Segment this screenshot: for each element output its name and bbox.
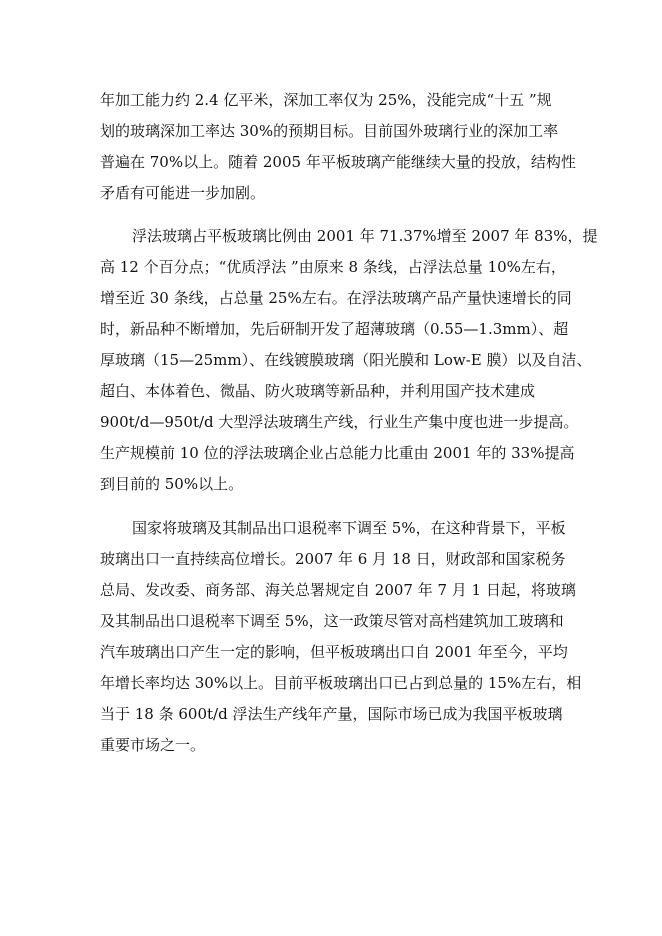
- text-line: 及其制品出口退税率下调至 5%，这一政策尽管对高档建筑加工玻璃和: [100, 612, 564, 630]
- text-line: 增至近 30 条线，占总量 25%左右。在浮法玻璃产品产量快速增长的同: [100, 289, 572, 307]
- text-line: 年加工能力约 2.4 亿平米，深加工率仅为 25%，没能完成“十五 ”规: [100, 91, 552, 109]
- text-line: 浮法玻璃占平板玻璃比例由 2001 年 71.37%增至 2007 年 83%，提: [132, 227, 598, 245]
- text-line: 超白、本体着色、微晶、防火玻璃等新品种，并利用国产技术建成: [100, 382, 536, 400]
- text-line: 国家将玻璃及其制品出口退税率下调至 5%，在这种背景下，平板: [132, 519, 566, 537]
- text-line: 年增长率均达 30%以上。目前平板玻璃出口已占到总量的 15%左右，相: [100, 674, 582, 692]
- text-line: 900t/d—950t/d 大型浮法玻璃生产线，行业生产集中度也进一步提高。: [100, 413, 579, 431]
- text-line: 厚玻璃（15—25mm）、在线镀膜玻璃（阳光膜和 Low-E 膜）以及自洁、: [100, 351, 592, 369]
- text-line: 重要市场之一。: [100, 736, 206, 754]
- text-line: 当于 18 条 600t/d 浮法生产线年产量，国际市场已成为我国平板玻璃: [100, 705, 563, 723]
- text-line: 到目前的 50%以上。: [100, 475, 244, 493]
- text-line: 汽车玻璃出口产生一定的影响，但平板玻璃出口自 2001 年至今，平均: [100, 643, 568, 661]
- text-line: 划的玻璃深加工率达 30%的预期目标。目前国外玻璃行业的深加工率: [100, 122, 559, 140]
- text-line: 矛盾有可能进一步加剧。: [100, 184, 266, 202]
- text-line: 总局、发改委、商务部、海关总署规定自 2007 年 7 月 1 日起，将玻璃: [100, 581, 576, 599]
- text-line: 时，新品种不断增加，先后研制开发了超薄玻璃（0.55—1.3mm）、超: [100, 320, 569, 338]
- text-line: 高 12 个百分点；“优质浮法 ”由原来 8 条线，占浮法总量 10%左右，: [100, 258, 566, 276]
- text-line: 普遍在 70%以上。随着 2005 年平板玻璃产能继续大量的投放，结构性: [100, 153, 576, 171]
- text-line: 生产规模前 10 位的浮法玻璃企业占总能力比重由 2001 年的 33%提高: [100, 444, 575, 462]
- text-line: 玻璃出口一直持续高位增长。2007 年 6 月 18 日，财政部和国家税务: [100, 550, 566, 568]
